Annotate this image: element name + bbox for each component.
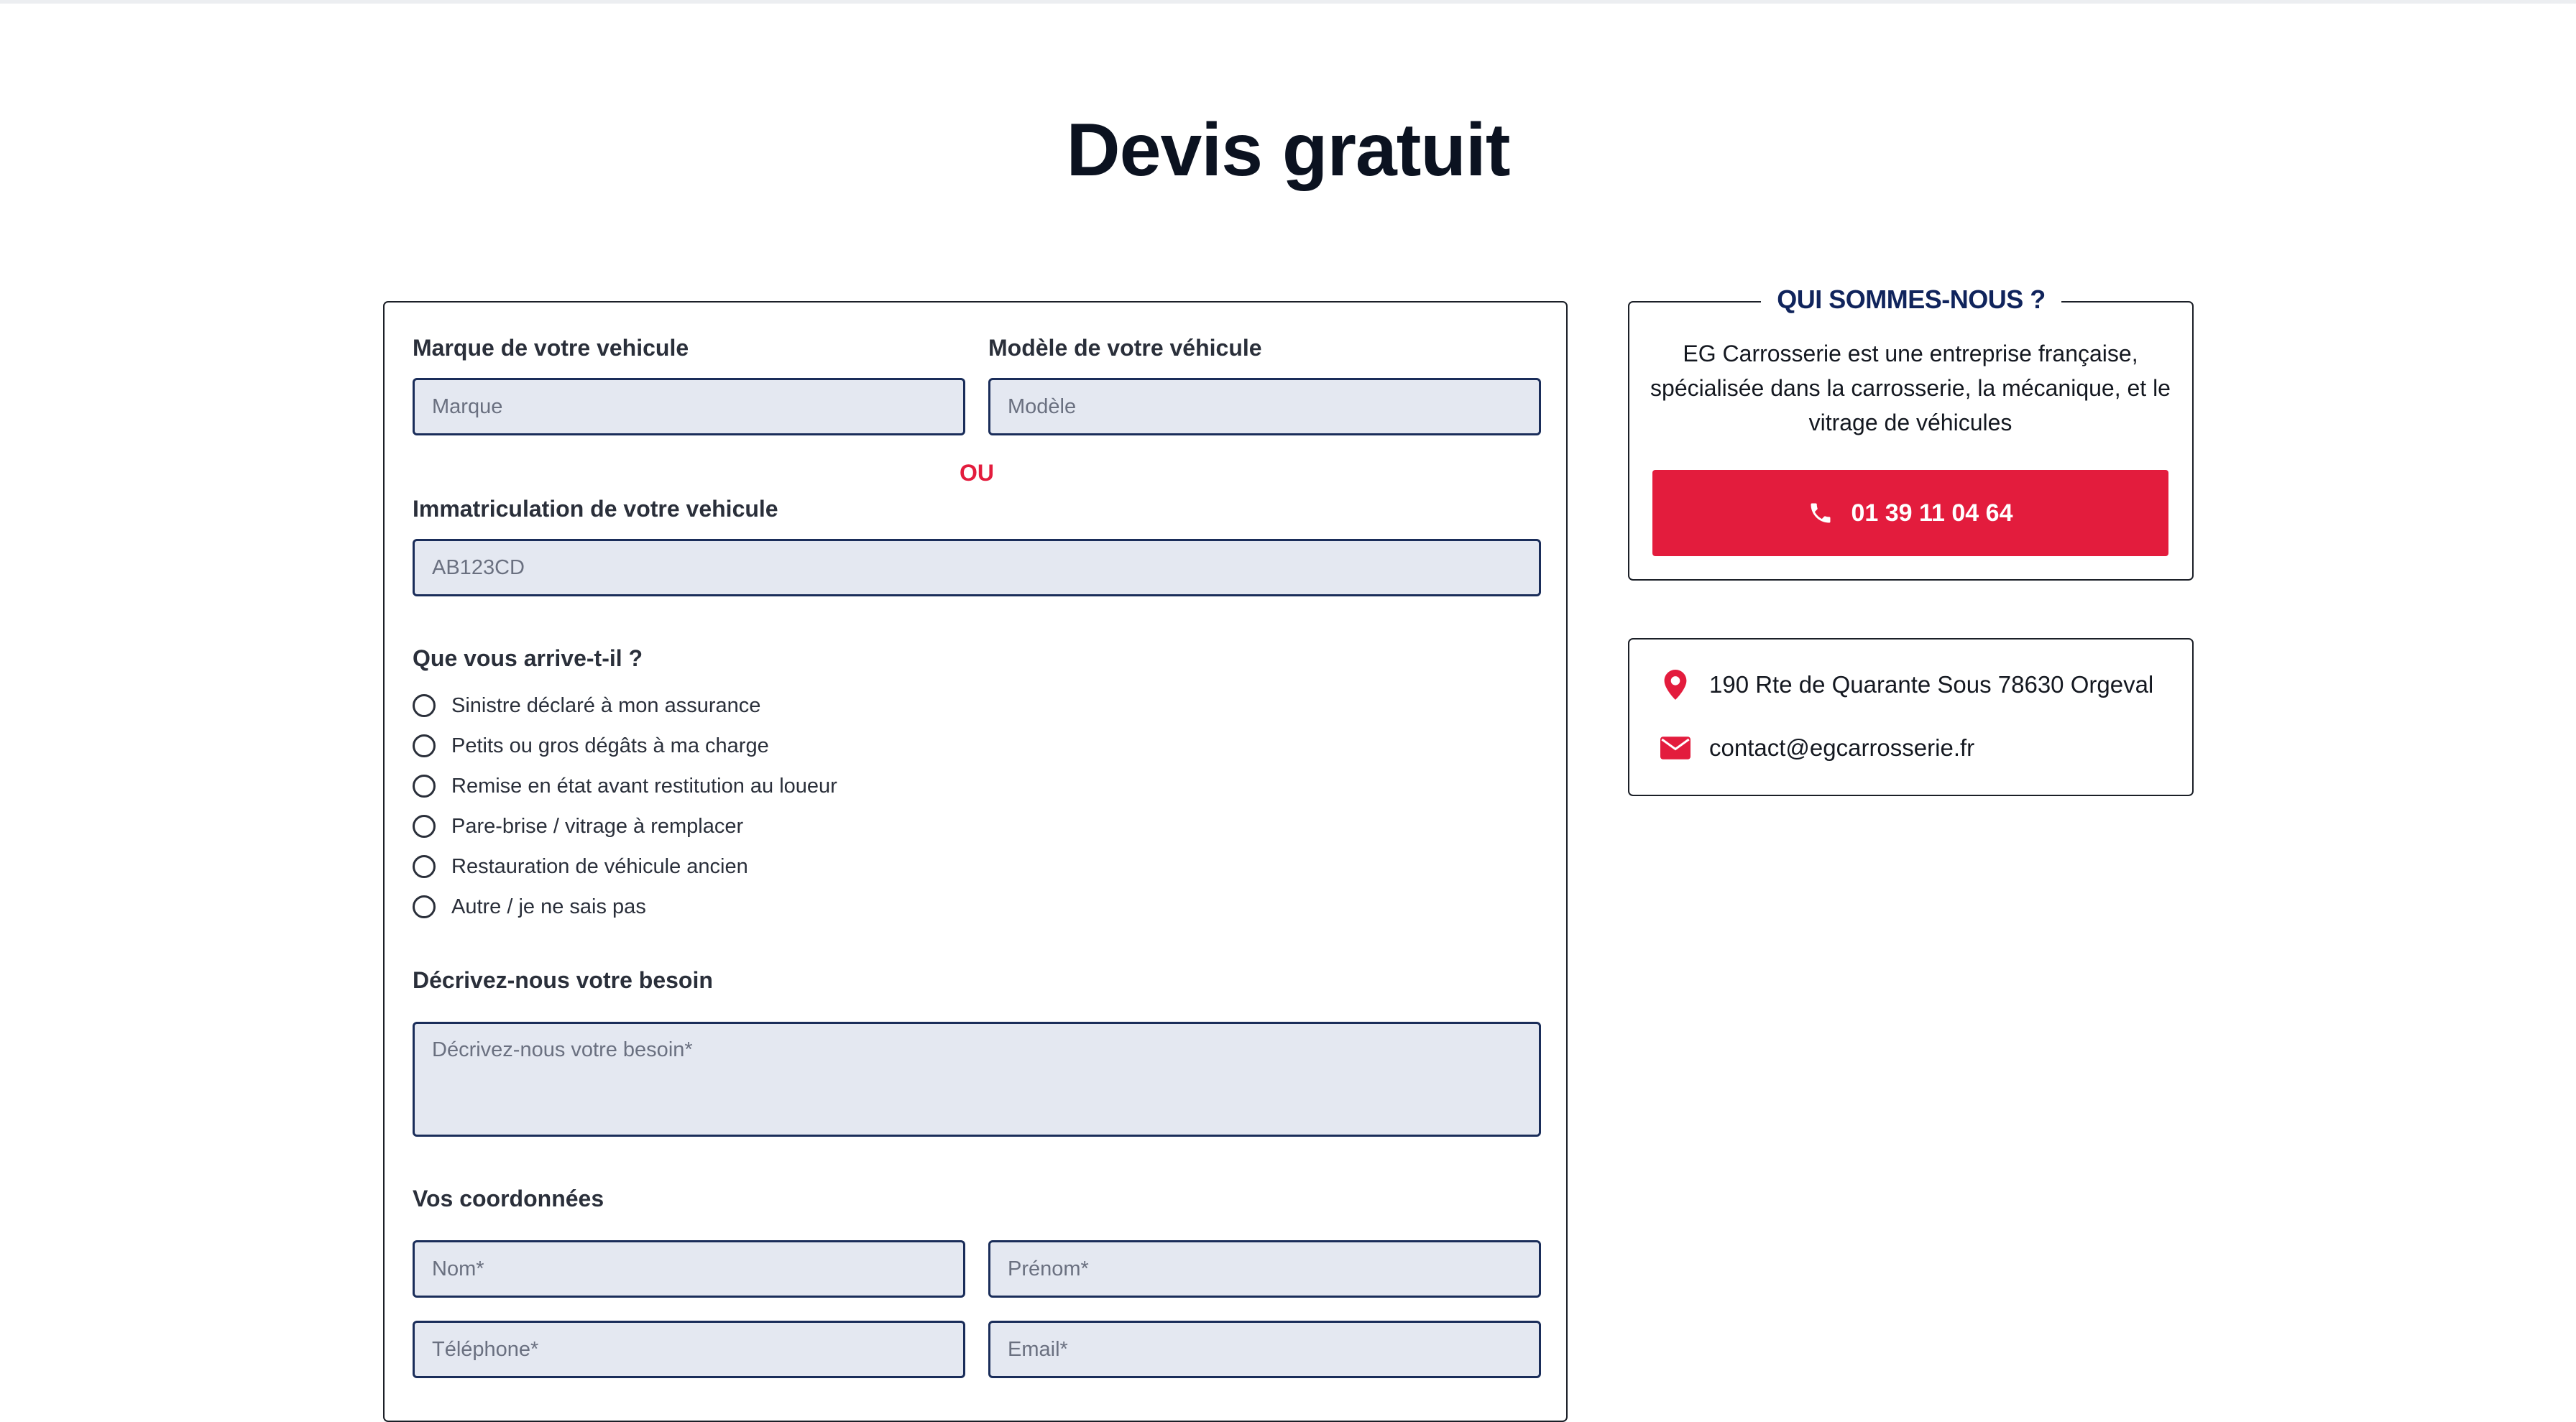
situation-option-label: Pare-brise / vitrage à remplacer (451, 814, 744, 838)
email-link[interactable]: contact@egcarrosserie.fr (1709, 734, 1975, 761)
situation-option-label: Autre / je ne sais pas (451, 895, 646, 918)
call-button[interactable] (1652, 470, 2168, 556)
model-input[interactable] (988, 378, 1541, 435)
situation-option[interactable] (413, 691, 760, 720)
situation-option-label: Remise en état avant restitution au loueur (451, 774, 837, 798)
situation-option-label: Restauration de véhicule ancien (451, 854, 748, 878)
envelope-icon (1660, 737, 1690, 760)
contact-details-label: Vos coordonnées (413, 1186, 604, 1211)
last-name-input[interactable] (413, 1240, 965, 1298)
page-title: Devis gratuit (1066, 109, 1510, 192)
need-label: Décrivez-nous votre besoin (413, 967, 713, 993)
radio-button[interactable] (413, 775, 436, 798)
map-pin-icon (1660, 670, 1690, 700)
about-title: QUI SOMMES-NOUS ? (1761, 285, 2061, 315)
brand-label: Marque de votre vehicule (413, 335, 689, 361)
situation-option[interactable] (413, 852, 748, 881)
radio-button[interactable] (413, 855, 436, 878)
contact-info-card (1628, 638, 2194, 796)
address-text: 190 Rte de Quarante Sous 78630 Orgeval (1709, 671, 2154, 698)
plate-input[interactable] (413, 539, 1541, 596)
or-separator: OU (960, 460, 994, 486)
situation-option-label: Sinistre déclaré à mon assurance (451, 693, 761, 717)
situation-option[interactable] (413, 772, 837, 800)
call-button-label: 01 39 11 04 64 (1851, 499, 2013, 527)
need-textarea[interactable] (413, 1022, 1541, 1137)
situation-option[interactable] (413, 892, 646, 921)
about-description: EG Carrosserie est une entreprise française, spécialisée dans la carrosserie, la mécanique, et le vitrage de véhicules (1650, 341, 2171, 435)
situation-option-label: Petits ou gros dégâts à ma charge (451, 734, 769, 757)
radio-button[interactable] (413, 734, 436, 757)
first-name-input[interactable] (988, 1240, 1541, 1298)
brand-input[interactable] (413, 378, 965, 435)
radio-button[interactable] (413, 694, 436, 717)
radio-button[interactable] (413, 895, 436, 918)
radio-button[interactable] (413, 815, 436, 838)
email-input[interactable] (988, 1321, 1541, 1378)
phone-icon (1808, 500, 1851, 526)
phone-input[interactable] (413, 1321, 965, 1378)
email-row[interactable] (1660, 731, 1974, 765)
situation-label: Que vous arrive-t-il ? (413, 645, 643, 671)
model-label: Modèle de votre véhicule (988, 335, 1262, 361)
top-divider (0, 0, 2576, 4)
situation-option[interactable] (413, 812, 743, 841)
address-row (1660, 668, 2153, 702)
plate-label: Immatriculation de votre vehicule (413, 496, 778, 522)
situation-option[interactable] (413, 731, 769, 760)
